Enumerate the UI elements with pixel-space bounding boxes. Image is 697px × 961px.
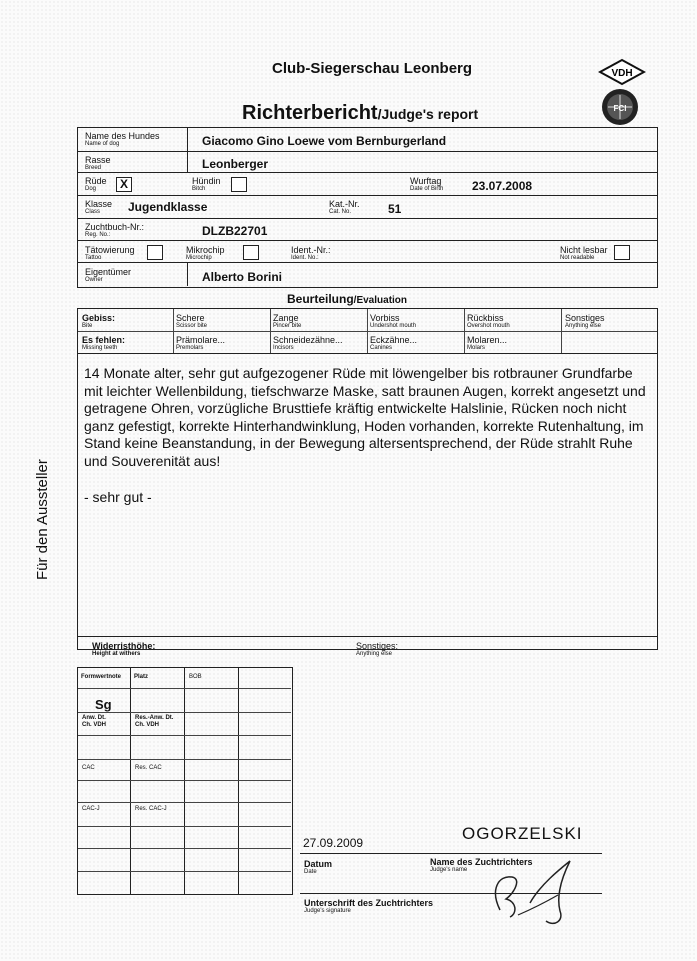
- tattoo-label: Tätowierung Tattoo: [85, 245, 135, 261]
- bite-scissor: Schere Scissor bite: [176, 313, 208, 329]
- report-date: 27.09.2009: [303, 836, 364, 850]
- grid-anw: Anw. Dt. Ch. VDH: [82, 715, 106, 728]
- dob-label: Wurftag Date of Birth: [410, 176, 444, 192]
- unreadable-checkbox[interactable]: [614, 245, 630, 260]
- judge-signature: [470, 855, 600, 930]
- grid-rescac: Res. CAC: [135, 765, 162, 771]
- reg-label: Zuchtbuch-Nr.: Reg. No.:: [85, 222, 145, 238]
- reg-value: DLZB22701: [202, 224, 268, 238]
- breed-label: Rasse Breed: [85, 155, 111, 171]
- cat-value: 51: [388, 202, 402, 216]
- vdh-logo: [598, 58, 646, 86]
- fci-logo-text: FCI: [613, 104, 627, 113]
- name-label: Name des Hundes Name of dog: [85, 131, 160, 147]
- vdh-logo-text: VDH: [611, 68, 633, 79]
- evaluation-title: Beurteilung/Evaluation: [287, 292, 408, 306]
- bite-other: Sonstiges Anything else: [565, 313, 605, 329]
- chip-checkbox[interactable]: [243, 245, 259, 260]
- bite-overshot: Rückbiss Overshot mouth: [467, 313, 510, 329]
- fci-logo: [600, 87, 640, 127]
- teeth-molars: Molaren... Molars: [467, 335, 508, 351]
- grid-bob: BOB: [189, 674, 202, 680]
- male-label: Rüde Dog: [85, 176, 107, 192]
- unreadable-label: Nicht lesbar Not readable: [560, 245, 608, 261]
- grid-cacj: CAC-J: [82, 806, 100, 812]
- rating-text: - sehr gut -: [84, 489, 152, 505]
- side-label: Für den Aussteller: [34, 459, 51, 580]
- dob-value: 23.07.2008: [472, 179, 533, 193]
- grid-formwert: Formwertnote: [81, 674, 122, 680]
- bite-pincer: Zange Pincer bite: [273, 313, 302, 329]
- teeth-canines: Eckzähne... Canines: [370, 335, 418, 351]
- report-title-de: Richterbericht: [242, 102, 378, 124]
- female-label: Hündin Bitch: [192, 176, 221, 192]
- report-title-en: /Judge's report: [377, 106, 479, 122]
- grid-rescacj: Res. CAC-J: [135, 806, 167, 812]
- teeth-premolars: Prämolare... Premolars: [176, 335, 226, 351]
- judge-name: OGORZELSKI: [462, 824, 583, 843]
- ident-label: Ident.-Nr.: Ident. No.:: [291, 245, 331, 261]
- tattoo-checkbox[interactable]: [147, 245, 163, 260]
- male-checkbox[interactable]: X: [116, 177, 132, 192]
- teeth-label: Es fehlen: Missing teeth: [82, 335, 126, 351]
- evaluation-box: [77, 308, 658, 650]
- dog-name: Giacomo Gino Loewe vom Bernburgerland: [202, 134, 447, 148]
- grid-grade: Sg: [95, 697, 112, 712]
- date-label: Datum Date: [304, 859, 333, 875]
- teeth-incisors: Schneidezähne... Incisors: [273, 335, 343, 351]
- breed-value: Leonberger: [202, 157, 269, 171]
- female-checkbox[interactable]: [231, 177, 247, 192]
- owner-label: Eigentümer Owner: [85, 267, 132, 283]
- bite-undershot: Vorbiss Undershot mouth: [370, 313, 417, 329]
- grid-cac: CAC: [82, 765, 95, 771]
- other-label: Sonstiges: Anything else: [356, 641, 399, 657]
- show-title: Club-Siegerschau Leonberg: [272, 60, 473, 77]
- class-label: Klasse Class: [85, 199, 113, 215]
- chip-label: Mikrochip Microchip: [186, 245, 225, 261]
- evaluation-text: 14 Monate alter, sehr gut aufgezogener Rüde mit löwengelber bis rotbrauner Grundfarbe mit leichter Wellenbildung, tiefschwarze Maske, satt braunen Augen, korrekt angesetzt und getragene Ohren, vorzügliche Brusttiefe kräftig entwickelte Halslinie, Rücken noch nicht ganz gefestigt, korrekte Hinterhandwinklung, Hoden vorhanden, korrekte Rutenhaltung, im Stand keine Beanstandung, in der Bewegung altersentsprechend, der Rüde strahlt Ruhe und Souverenität aus!: [84, 365, 646, 469]
- grid-resanw: Res.-Anw. Dt. Ch. VDH: [135, 715, 174, 728]
- cat-label: Kat.-Nr. Cat. No.: [329, 199, 360, 215]
- report-title: [242, 102, 478, 125]
- bite-label: Gebiss: Bite: [82, 313, 116, 329]
- grid-platz: Platz: [134, 674, 149, 680]
- signature-label: Unterschrift des Zuchtrichters Judge's signature: [304, 898, 434, 914]
- judge-label: Name des Zuchtrichters Judge's name: [430, 857, 533, 873]
- owner-value: Alberto Borini: [202, 270, 282, 284]
- class-value: Jugendklasse: [128, 200, 208, 214]
- height-label: Widerristhöhe: Height at withers: [92, 641, 156, 657]
